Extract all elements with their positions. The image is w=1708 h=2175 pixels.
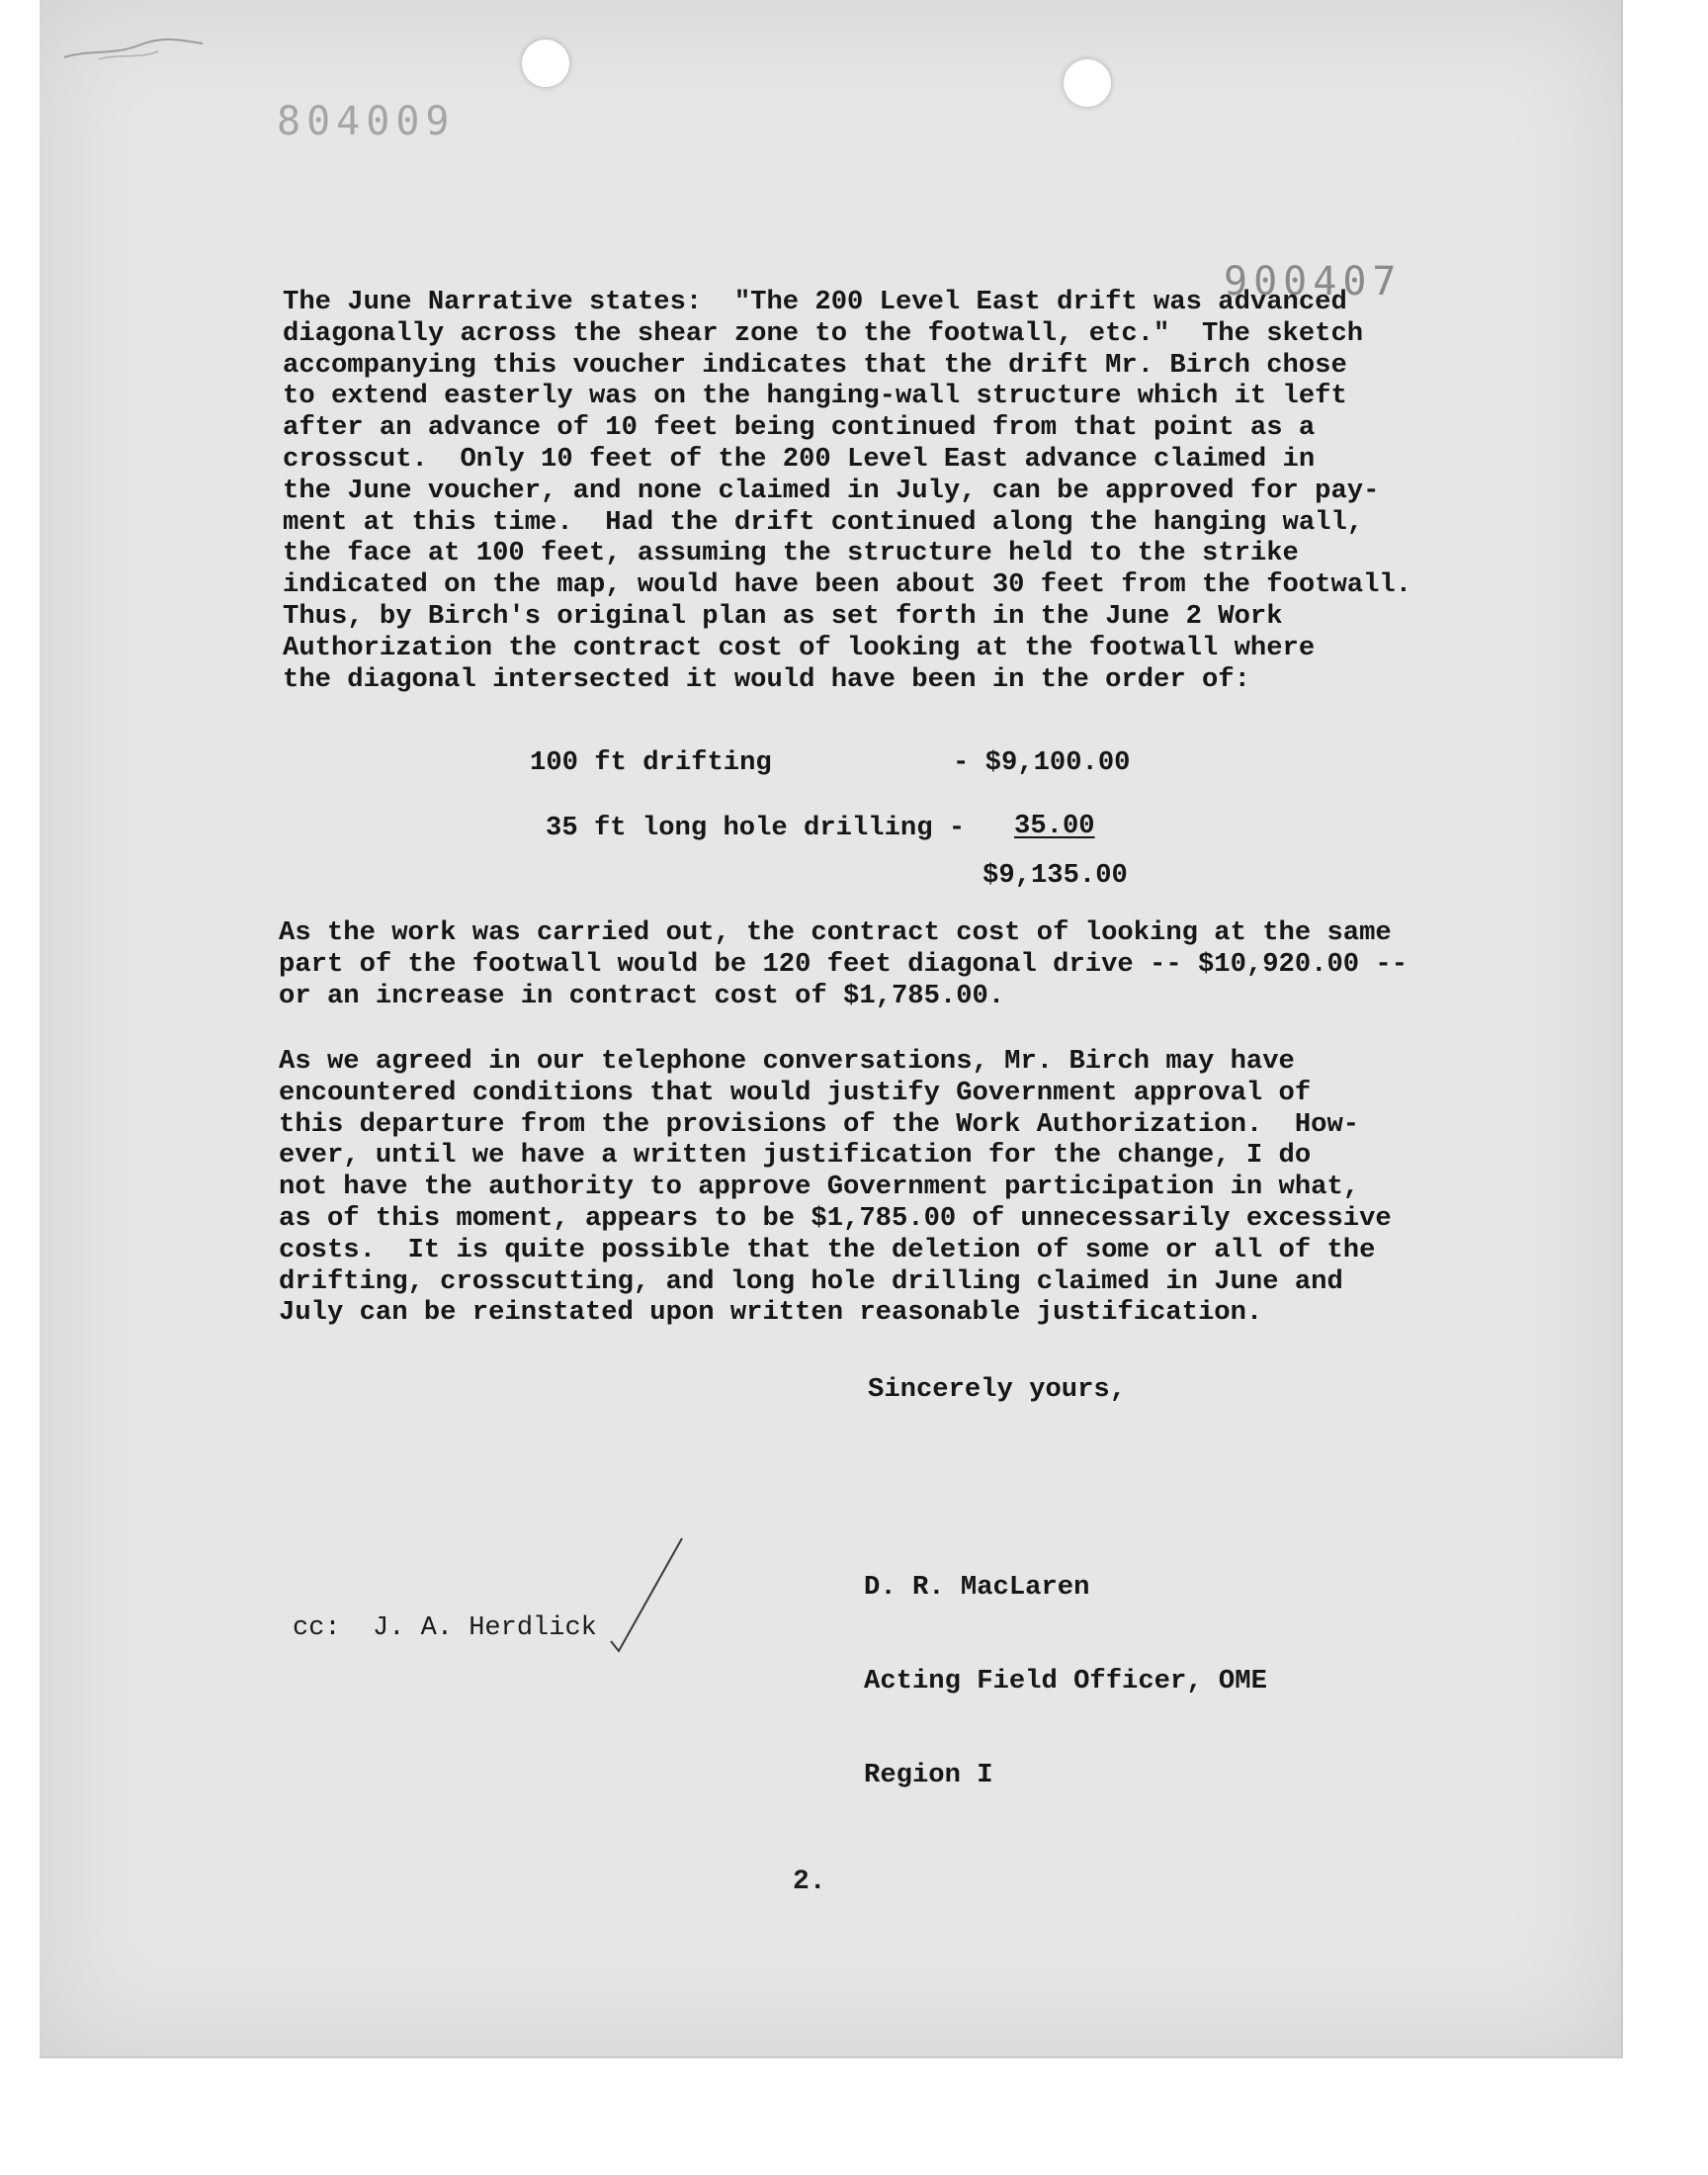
cost-line-drifting-value: - $9,100.00 (953, 747, 1131, 778)
signer-region: Region I (864, 1760, 993, 1791)
paragraph-telephone-agreement: As we agreed in our telephone conversations, Mr. Birch may have encountered conditions that would justify Government approval of this departure from the provisions of the Work Authorization. How- ever, until we have a written justification for the change, I do not have the authority to approve Government participation in what, as of this moment, appears to be $1,785.00 of unnecessarily excessive costs. It is quite possible that the deletion of some or all of the drifting, crosscutting, and long hole drilling claimed in June and July can be reinstated upon written reasonable justification. (279, 1046, 1392, 1329)
signer-name: D. R. MacLaren (864, 1571, 1090, 1603)
signer-title: Acting Field Officer, OME (864, 1665, 1267, 1696)
punch-hole-left (522, 40, 569, 87)
document-number-stamp-top: 804009 (277, 99, 456, 144)
cost-line-drifting-label: 100 ft drifting (530, 747, 772, 778)
checkmark-icon (607, 1534, 686, 1653)
signature-block (864, 1509, 1267, 1823)
document-number-stamp-right: 900407 (1224, 259, 1403, 304)
cc-line: cc: J. A. Herdlick (293, 1613, 597, 1643)
paragraph-work-carried-out: As the work was carried out, the contract cost of looking at the same part of the footwall would be 120 feet diagonal drive -- $10,920.00 -- or an increase in contract cost of $1,785.00. (279, 917, 1409, 1011)
margin-smudge (59, 30, 208, 69)
cost-line-drilling-value: 35.00 (1014, 811, 1095, 841)
page-number: 2. (793, 1867, 826, 1897)
closing-salutation: Sincerely yours, (868, 1374, 1127, 1405)
paragraph-june-narrative: The June Narrative states: "The 200 Level East drift was advanced diagonally across the shear zone to the footwall, etc." The sketch accompanying this voucher indicates that the drift Mr. Birch chose to extend easterly was on the hanging-wall structure which it left after an advance of 10 feet being continued from that point as a crosscut. Only 10 feet of the 200 Level East advance claimed in the June voucher, and none claimed in July, can be approved for pay- ment at this time. Had the drift continued along the hanging wall, the face at 100 feet, assuming the structure held to the strike indicated on the map, would have been about 30 feet from the footwall. Thus, by Birch's original plan as set forth in the June 2 Work Authorization the contract cost of looking at the footwall where the diagonal intersected it would have been in the order of: (283, 287, 1412, 695)
punch-hole-right (1064, 59, 1111, 107)
cost-line-drilling-label: 35 ft long hole drilling - (546, 813, 966, 843)
cost-total: $9,135.00 (982, 860, 1128, 891)
